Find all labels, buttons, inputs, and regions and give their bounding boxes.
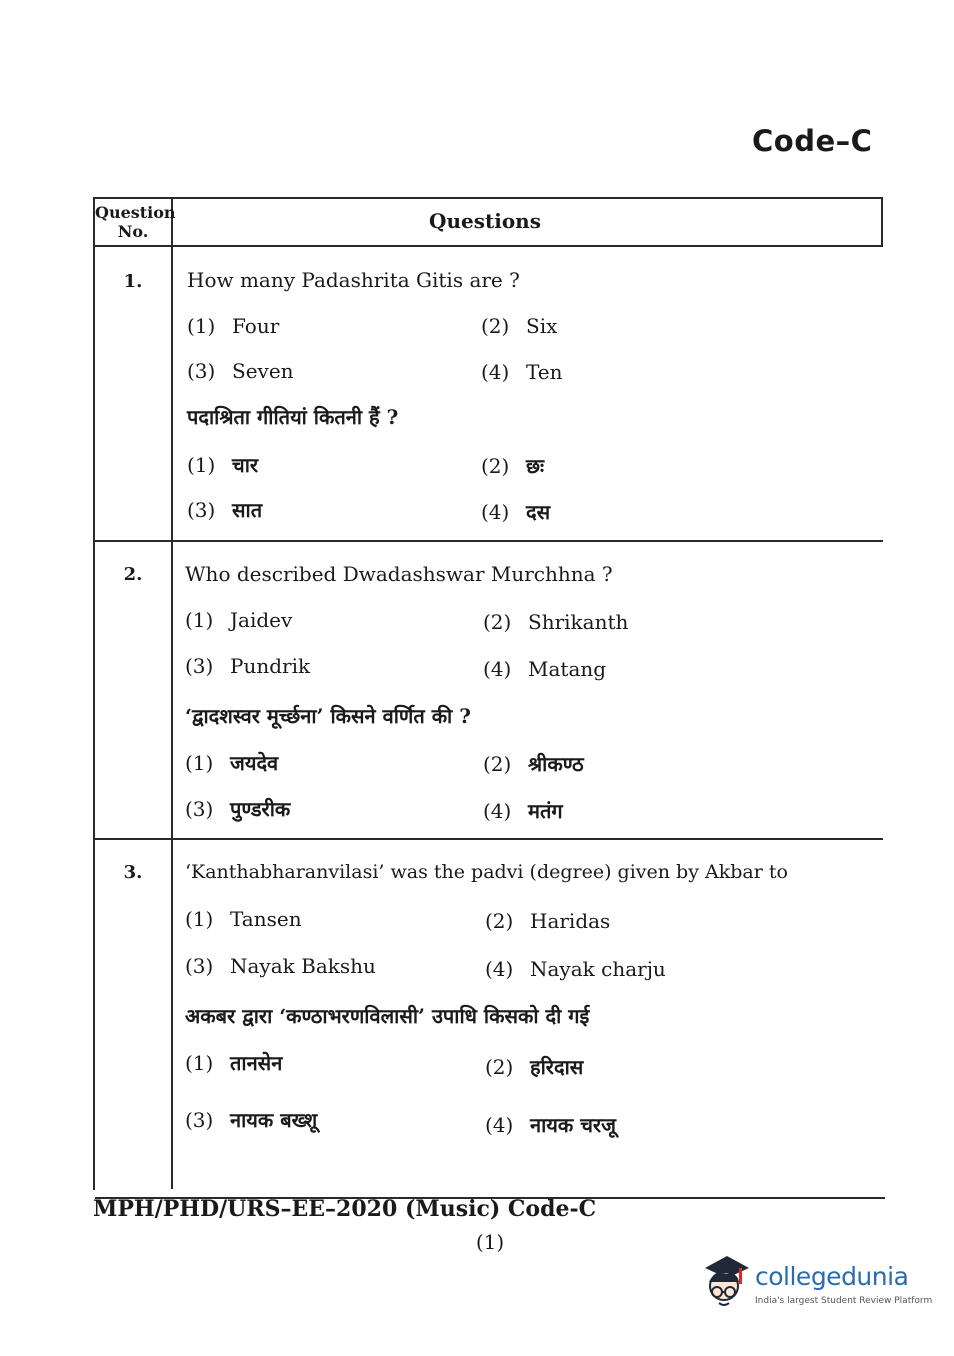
logo-wordmark: collegedunia: [755, 1262, 909, 1291]
option: (4) Matang: [483, 657, 607, 681]
option: (1) Jaidev: [185, 608, 293, 632]
option: (3) नायक बख्शू: [185, 1108, 318, 1132]
column-header-questions: Questions: [429, 209, 541, 233]
option: (4) Nayak charju: [485, 957, 666, 981]
option: (3) Seven: [187, 359, 294, 383]
question-text-hi: पदाश्रिता गीतियां कितनी हैं ?: [187, 405, 399, 429]
option: (4) दस: [481, 500, 551, 524]
question-text-hi: ‘द्वादशस्वर मूर्च्छना’ किसने वर्णित की ?: [185, 704, 471, 728]
option: (1) चार: [187, 453, 259, 477]
option: (2) Shrikanth: [483, 610, 629, 634]
question-number: 2.: [123, 564, 143, 585]
option: (2) Haridas: [485, 909, 611, 933]
column-header-number: Question No.: [95, 203, 176, 241]
questions-table: [93, 197, 883, 1190]
question-number: 3.: [123, 862, 143, 883]
option: (2) Six: [481, 314, 558, 338]
option: (4) Ten: [481, 360, 563, 384]
question-text-en: ‘Kanthabharanvilasi’ was the padvi (degree) given by Akbar to: [185, 861, 788, 883]
option: (2) हरिदास: [485, 1055, 584, 1079]
option: (2) श्रीकण्ठ: [483, 752, 584, 776]
question-text-hi: अकबर द्वारा ‘कण्ठाभरणविलासी’ उपाधि किसको दी गई: [185, 1004, 590, 1028]
logo-mascot-icon: [697, 1252, 753, 1312]
footer-code: MPH/PHD/URS–EE–2020 (Music) Code-C: [93, 1196, 597, 1222]
option: (3) Pundrik: [185, 654, 311, 678]
code-label: Code–C: [752, 124, 873, 158]
option: (1) Four: [187, 314, 280, 338]
logo-tagline: India's largest Student Review Platform: [755, 1296, 933, 1306]
option: (3) Nayak Bakshu: [185, 954, 376, 978]
option: (3) पुण्डरीक: [185, 797, 291, 821]
question-number: 1.: [123, 271, 143, 292]
collegedunia-logo: [697, 1252, 933, 1312]
option: (3) सात: [187, 498, 263, 522]
question-text-en: How many Padashrita Gitis are ?: [187, 268, 520, 292]
question-text-en: Who described Dwadashswar Murchhna ?: [185, 562, 613, 586]
option: (4) मतंग: [483, 799, 563, 823]
option: (2) छः: [481, 454, 545, 478]
option: (1) जयदेव: [185, 751, 279, 775]
option: (4) नायक चरजू: [485, 1113, 616, 1137]
option: (1) तानसेन: [185, 1051, 283, 1075]
page-number: (1): [475, 1230, 505, 1254]
option: (1) Tansen: [185, 907, 302, 931]
